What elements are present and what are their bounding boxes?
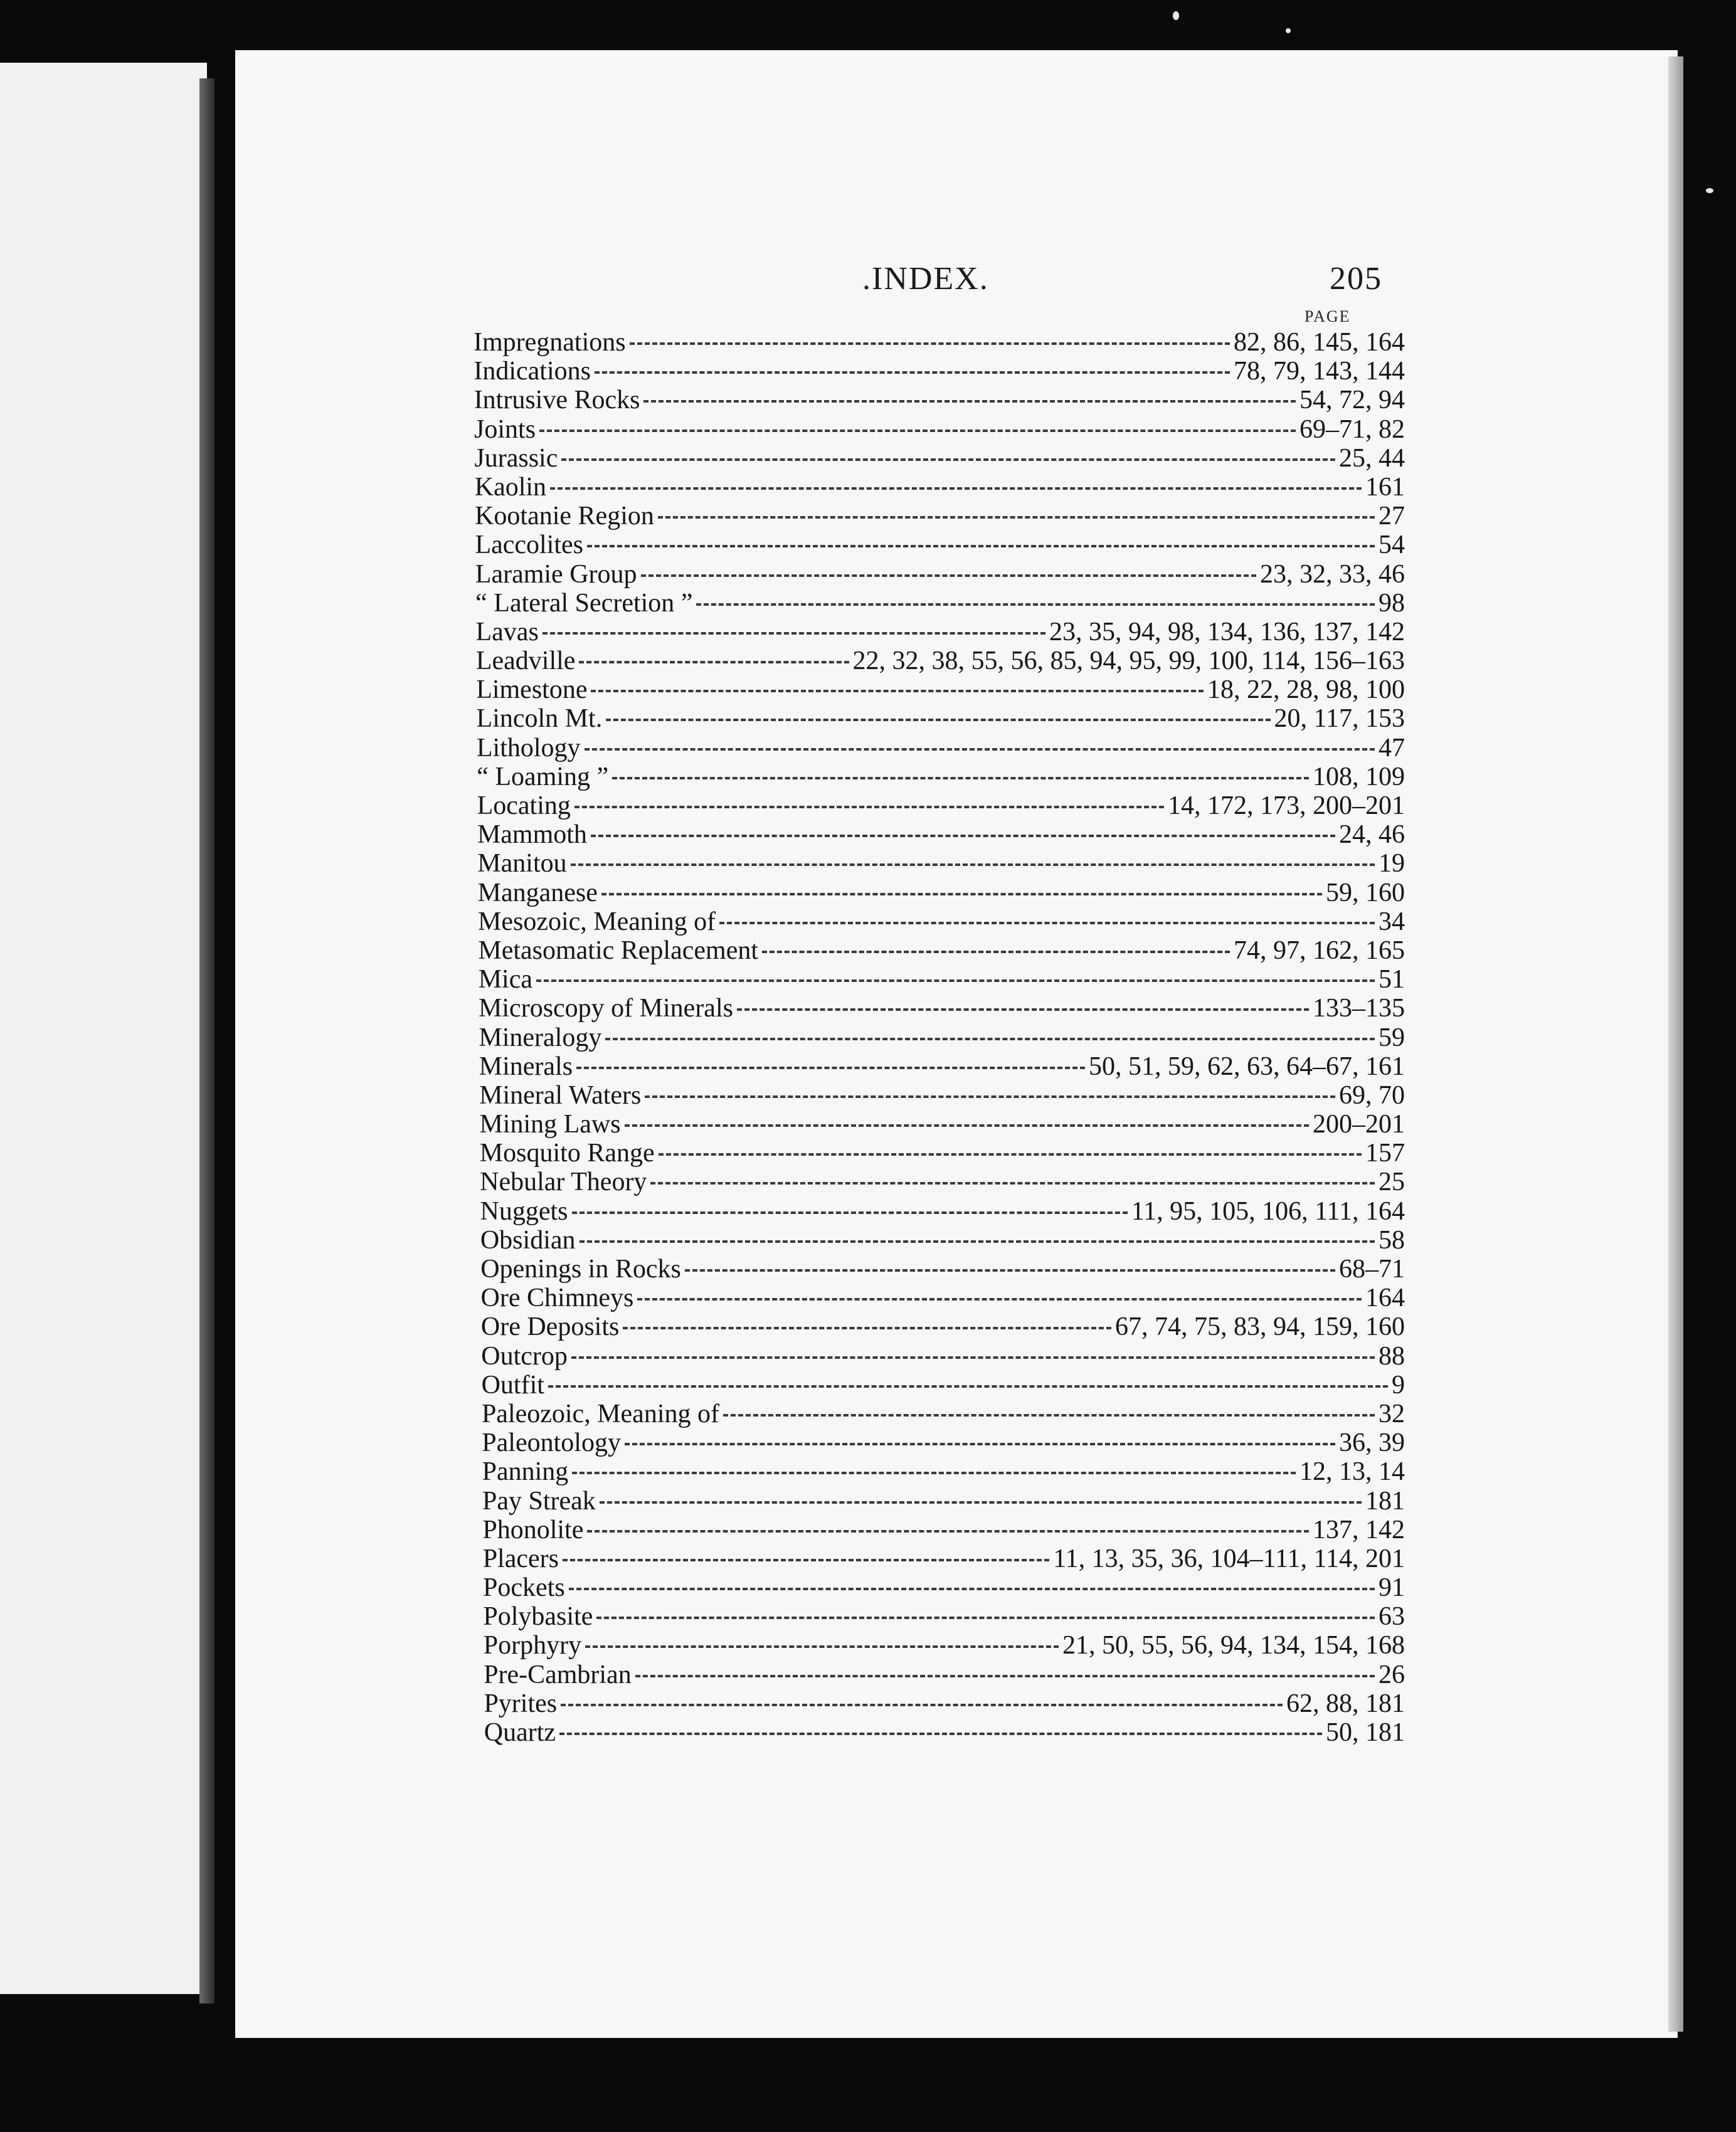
index-entry xyxy=(477,733,1405,762)
index-term: Lincoln Mt. xyxy=(476,704,603,734)
dot-leader xyxy=(536,979,1375,982)
index-page-refs: 24, 46 xyxy=(1339,820,1405,850)
index-term: Mammoth xyxy=(477,820,587,850)
index-entry xyxy=(480,1225,1405,1254)
dot-leader xyxy=(563,1559,1049,1561)
index-page-refs: 23, 32, 33, 46 xyxy=(1260,559,1405,589)
index-page-refs: 9 xyxy=(1392,1370,1405,1400)
index-entry xyxy=(478,936,1405,964)
index-term: Mineral Waters xyxy=(479,1080,642,1110)
index-term: Pay Streak xyxy=(482,1486,596,1516)
dot-leader xyxy=(548,1385,1388,1388)
dot-leader xyxy=(719,922,1375,924)
dot-leader xyxy=(561,1704,1283,1706)
index-page-refs: 58 xyxy=(1379,1225,1405,1255)
index-entry xyxy=(482,1370,1405,1399)
index-term: Outfit xyxy=(481,1370,544,1400)
page-number: 205 xyxy=(1330,261,1382,297)
index-entry xyxy=(482,1486,1405,1515)
index-page-refs: 98 xyxy=(1379,588,1405,618)
index-term: Porphyry xyxy=(483,1631,582,1660)
index-entry xyxy=(484,1630,1405,1659)
dot-leader xyxy=(625,1443,1335,1445)
index-term: Mineralogy xyxy=(479,1023,602,1052)
index-page-refs: 21, 50, 55, 56, 94, 134, 154, 168 xyxy=(1062,1631,1405,1660)
index-page-refs: 181 xyxy=(1365,1486,1405,1516)
index-term: Locating xyxy=(477,791,571,820)
index-term: Kaolin xyxy=(474,472,547,502)
index-entry xyxy=(478,878,1405,907)
dot-leader xyxy=(606,719,1270,721)
dot-leader xyxy=(585,748,1375,751)
index-page-refs: 22, 32, 38, 55, 56, 85, 94, 95, 99, 100, 114, 156–163 xyxy=(852,646,1405,676)
index-entry xyxy=(475,501,1405,530)
index-term: Kootanie Region xyxy=(475,502,654,531)
index-page-refs: 11, 13, 35, 36, 104–111, 114, 201 xyxy=(1053,1544,1405,1573)
dot-leader xyxy=(601,893,1322,895)
index-page-refs: 27 xyxy=(1379,502,1405,531)
index-page-refs: 26 xyxy=(1379,1660,1405,1689)
index-term: Impregnations xyxy=(474,328,626,357)
index-entry xyxy=(482,1457,1405,1486)
dot-leader xyxy=(591,690,1204,692)
index-term: Limestone xyxy=(476,675,588,705)
dot-leader xyxy=(650,1182,1375,1185)
index-entry xyxy=(475,530,1405,559)
index-entry xyxy=(476,646,1405,675)
dot-leader xyxy=(572,1211,1128,1214)
index-entry xyxy=(482,1399,1405,1428)
dot-leader xyxy=(658,516,1375,519)
index-entry xyxy=(477,762,1405,791)
dot-leader xyxy=(585,1645,1059,1648)
dot-leader xyxy=(542,632,1045,635)
index-term: Joints xyxy=(474,414,536,444)
index-term: Pyrites xyxy=(484,1689,558,1718)
index-page-refs: 133–135 xyxy=(1313,994,1405,1023)
index-term: Laramie Group xyxy=(475,559,637,589)
dot-leader xyxy=(587,1530,1309,1533)
dot-leader xyxy=(539,430,1296,432)
index-entry xyxy=(476,675,1405,704)
dot-leader xyxy=(637,1298,1362,1301)
index-page-refs: 137, 142 xyxy=(1313,1515,1405,1544)
index-term: Paleozoic, Meaning of xyxy=(481,1399,719,1428)
dot-leader xyxy=(737,1008,1309,1011)
dust-speck xyxy=(1173,11,1179,20)
index-term: Mining Laws xyxy=(479,1110,621,1139)
index-page-refs: 69–71, 82 xyxy=(1299,414,1405,444)
dot-leader xyxy=(596,1617,1375,1619)
index-page-refs: 157 xyxy=(1365,1139,1405,1168)
index-term: Outcrop xyxy=(481,1341,568,1371)
index-term: Manganese xyxy=(477,878,598,907)
index-page-refs: 18, 22, 28, 98, 100 xyxy=(1207,675,1405,705)
index-entry xyxy=(480,1167,1405,1196)
index-page-refs: 78, 79, 143, 144 xyxy=(1234,357,1405,386)
dot-leader xyxy=(762,951,1230,953)
index-entry xyxy=(481,1283,1405,1312)
index-page-refs: 200–201 xyxy=(1313,1110,1405,1139)
index-entry xyxy=(482,1428,1405,1457)
dot-leader xyxy=(643,400,1296,403)
index-entry xyxy=(474,385,1405,414)
dot-leader xyxy=(591,835,1335,837)
dot-leader xyxy=(685,1269,1335,1272)
index-term: Minerals xyxy=(479,1052,573,1081)
dot-leader xyxy=(623,1327,1111,1329)
facing-page xyxy=(0,63,207,1994)
index-page-refs: 88 xyxy=(1379,1341,1405,1371)
dot-leader xyxy=(580,1240,1375,1243)
index-term: “ Lateral Secretion ” xyxy=(475,588,693,618)
index-term: Jurassic xyxy=(474,443,558,473)
dot-leader xyxy=(571,1356,1375,1359)
dot-leader xyxy=(612,777,1309,779)
index-entry xyxy=(479,1109,1405,1138)
index-term: Nebular Theory xyxy=(480,1168,647,1197)
dot-leader xyxy=(574,806,1164,808)
index-term: Mica xyxy=(478,965,532,995)
index-entry xyxy=(477,848,1405,877)
index-term: Lithology xyxy=(476,733,581,763)
index-term: Indications xyxy=(474,357,591,386)
book-gutter xyxy=(199,78,214,2003)
index-entry xyxy=(477,820,1405,848)
index-entry xyxy=(477,704,1405,732)
dot-leader xyxy=(605,1038,1375,1040)
index-entry xyxy=(481,1341,1405,1370)
index-term: Paleontology xyxy=(482,1428,621,1458)
dot-leader xyxy=(572,1472,1296,1474)
index-page-refs: 67, 74, 75, 83, 94, 159, 160 xyxy=(1115,1312,1405,1342)
dot-leader xyxy=(561,458,1335,461)
index-entry xyxy=(478,907,1405,936)
index-page-refs: 69, 70 xyxy=(1339,1080,1405,1110)
index-entry xyxy=(479,964,1405,993)
index-entry xyxy=(483,1573,1405,1602)
index-term: Pockets xyxy=(483,1573,565,1603)
index-page-refs: 11, 95, 105, 106, 111, 164 xyxy=(1131,1196,1405,1226)
dot-leader xyxy=(630,342,1230,345)
index-term: “ Loaming ” xyxy=(477,762,609,791)
index-entry xyxy=(479,1052,1405,1080)
index-term: Phonolite xyxy=(482,1515,584,1544)
index-term: Obsidian xyxy=(480,1225,576,1255)
index-entry xyxy=(479,1080,1405,1109)
index-entry xyxy=(484,1718,1405,1746)
index-term: Pre-Cambrian xyxy=(484,1660,632,1689)
index-page-refs: 164 xyxy=(1365,1284,1405,1313)
index-page-refs: 54, 72, 94 xyxy=(1299,386,1405,415)
index-entry xyxy=(474,356,1405,385)
index-entry xyxy=(477,791,1405,820)
index-page-refs: 108, 109 xyxy=(1313,762,1405,791)
index-entry xyxy=(483,1602,1405,1630)
dot-leader xyxy=(595,371,1230,374)
index-entry xyxy=(484,1660,1405,1689)
index-page-refs: 59, 160 xyxy=(1326,878,1405,907)
index-term: Mesozoic, Meaning of xyxy=(478,907,716,936)
dot-leader xyxy=(569,1588,1375,1590)
index-page-refs: 63 xyxy=(1379,1602,1405,1632)
index-term: Manitou xyxy=(477,849,567,879)
index-term: Intrusive Rocks xyxy=(474,386,640,415)
dot-leader xyxy=(696,603,1375,606)
index-page-refs: 25, 44 xyxy=(1339,443,1405,473)
page-title: .INDEX. xyxy=(862,261,989,297)
index-entry xyxy=(481,1312,1405,1341)
index-term: Ore Chimneys xyxy=(480,1284,634,1313)
dot-leader xyxy=(550,487,1362,490)
page-edge xyxy=(1668,56,1683,2032)
index-term: Placers xyxy=(482,1544,559,1573)
index-entry xyxy=(474,327,1405,356)
dust-speck xyxy=(1706,188,1713,193)
dot-leader xyxy=(600,1501,1362,1504)
index-page-refs: 20, 117, 153 xyxy=(1274,704,1405,734)
dot-leader xyxy=(587,545,1375,547)
index-term: Mosquito Range xyxy=(479,1139,655,1168)
index-term: Leadville xyxy=(475,646,576,676)
index-page-refs: 19 xyxy=(1379,849,1405,879)
index-term: Laccolites xyxy=(475,530,584,560)
index-page-refs: 23, 35, 94, 98, 134, 136, 137, 142 xyxy=(1049,617,1405,646)
index-page-refs: 50, 51, 59, 62, 63, 64–67, 161 xyxy=(1089,1052,1405,1081)
index-page-refs: 36, 39 xyxy=(1339,1428,1405,1458)
dot-leader xyxy=(645,1095,1335,1098)
index-term: Polybasite xyxy=(483,1602,593,1632)
index-term: Quartz xyxy=(484,1718,556,1747)
index-page-refs: 91 xyxy=(1379,1573,1405,1603)
index-entry xyxy=(482,1515,1405,1544)
index-page-refs: 12, 13, 14 xyxy=(1299,1457,1405,1487)
dot-leader xyxy=(723,1414,1375,1417)
index-term: Nuggets xyxy=(480,1196,568,1226)
dust-speck xyxy=(1286,28,1291,33)
index-page-refs: 74, 97, 162, 165 xyxy=(1234,936,1405,965)
index-entry xyxy=(479,993,1405,1022)
index-term: Microscopy of Minerals xyxy=(479,994,733,1023)
index-page-refs: 68–71 xyxy=(1339,1255,1405,1284)
dot-leader xyxy=(571,863,1375,866)
dot-leader xyxy=(641,574,1256,577)
dot-leader xyxy=(559,1733,1322,1735)
index-entry xyxy=(479,1023,1405,1052)
index-entry xyxy=(475,472,1405,501)
index-page-refs: 32 xyxy=(1379,1399,1405,1428)
dot-leader xyxy=(659,1153,1362,1156)
index-list xyxy=(474,327,1405,1746)
index-page-refs: 50, 181 xyxy=(1326,1718,1405,1747)
index-page-refs: 54 xyxy=(1379,530,1405,560)
index-page-refs: 34 xyxy=(1379,907,1405,936)
index-term: Metasomatic Replacement xyxy=(478,936,759,965)
index-entry xyxy=(480,1138,1405,1167)
index-page-refs: 47 xyxy=(1379,733,1405,763)
index-term: Openings in Rocks xyxy=(480,1255,681,1284)
index-entry xyxy=(480,1196,1405,1225)
page-column-label: PAGE xyxy=(1305,307,1351,325)
dot-leader xyxy=(576,1067,1085,1069)
index-page-refs: 14, 172, 173, 200–201 xyxy=(1168,791,1405,820)
index-page-refs: 82, 86, 145, 164 xyxy=(1234,328,1405,357)
index-term: Ore Deposits xyxy=(480,1312,620,1342)
dot-leader xyxy=(625,1124,1309,1127)
index-entry xyxy=(474,443,1405,472)
index-entry xyxy=(480,1254,1405,1283)
index-page-refs: 62, 88, 181 xyxy=(1286,1689,1405,1718)
index-entry xyxy=(475,559,1405,588)
index-page-refs: 51 xyxy=(1379,965,1405,995)
index-term: Lavas xyxy=(475,617,539,646)
index-page-refs: 161 xyxy=(1365,472,1405,502)
dot-leader xyxy=(635,1675,1375,1677)
index-term: Panning xyxy=(482,1457,569,1487)
index-page-refs: 59 xyxy=(1379,1023,1405,1052)
index-entry xyxy=(484,1689,1405,1718)
index-page-refs: 25 xyxy=(1379,1168,1405,1197)
index-entry xyxy=(476,617,1405,646)
index-entry xyxy=(483,1544,1405,1573)
index-entry xyxy=(474,414,1405,443)
index-entry xyxy=(475,588,1405,617)
dot-leader xyxy=(579,661,849,663)
